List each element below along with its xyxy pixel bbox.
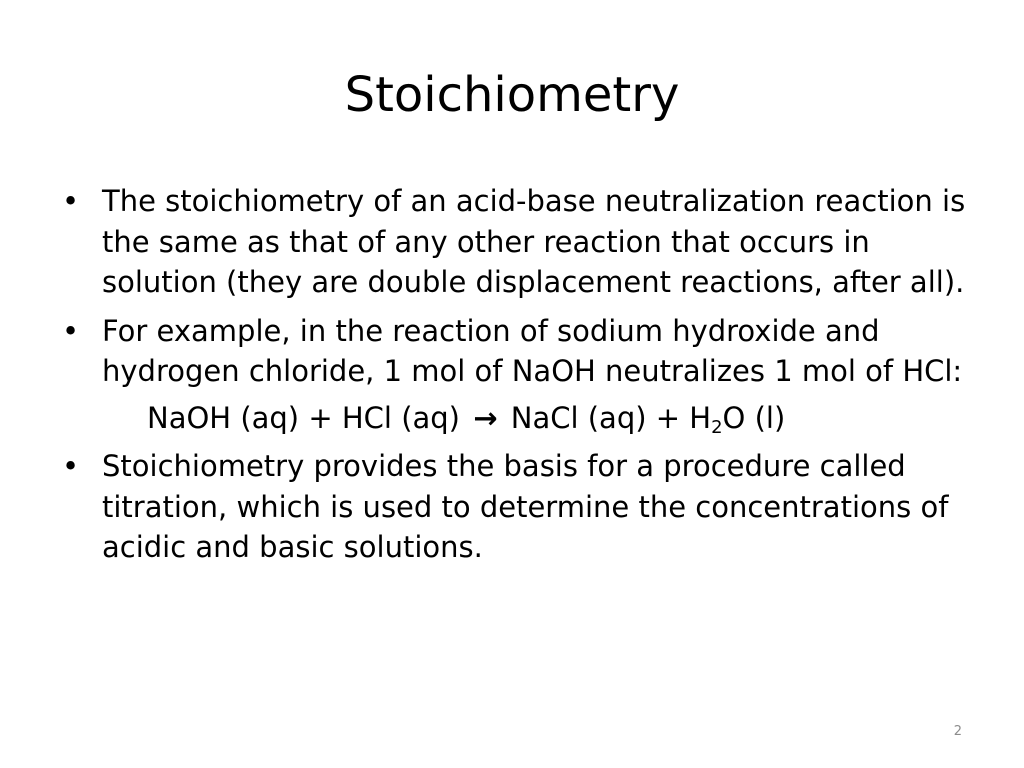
equation-products-prefix: NaCl (aq) + H [510, 400, 712, 435]
equation-subscript: 2 [711, 416, 723, 438]
bullet-text: Stoichiometry provides the basis for a procedure called titration, which is used to determine the concentrations of acidic and basic solutions. [102, 449, 949, 564]
equation-reactants: NaOH (aq) + HCl (aq) [147, 400, 460, 435]
bullet-icon: • [62, 184, 80, 218]
reaction-arrow-icon: → [473, 400, 498, 435]
equation-products-suffix: O (l) [722, 400, 786, 435]
bullet-item [62, 181, 982, 303]
bullet-item [62, 311, 982, 392]
bullet-icon: • [62, 449, 80, 483]
bullet-text: The stoichiometry of an acid-base neutralization reaction is the same as that of any other reaction that occurs in solution (they are double displacement reactions, after all). [102, 184, 966, 299]
slide-body [62, 181, 982, 576]
page-number: 2 [953, 724, 962, 739]
bullet-icon: • [62, 313, 80, 348]
slide-title: Stoichiometry [344, 67, 680, 123]
bullet-item [62, 446, 982, 568]
chemical-equation [62, 398, 982, 439]
bullet-text: For example, in the reaction of sodium hydroxide and hydrogen chloride, 1 mol of NaOH neutralizes 1 mol of HCl: [102, 313, 963, 388]
